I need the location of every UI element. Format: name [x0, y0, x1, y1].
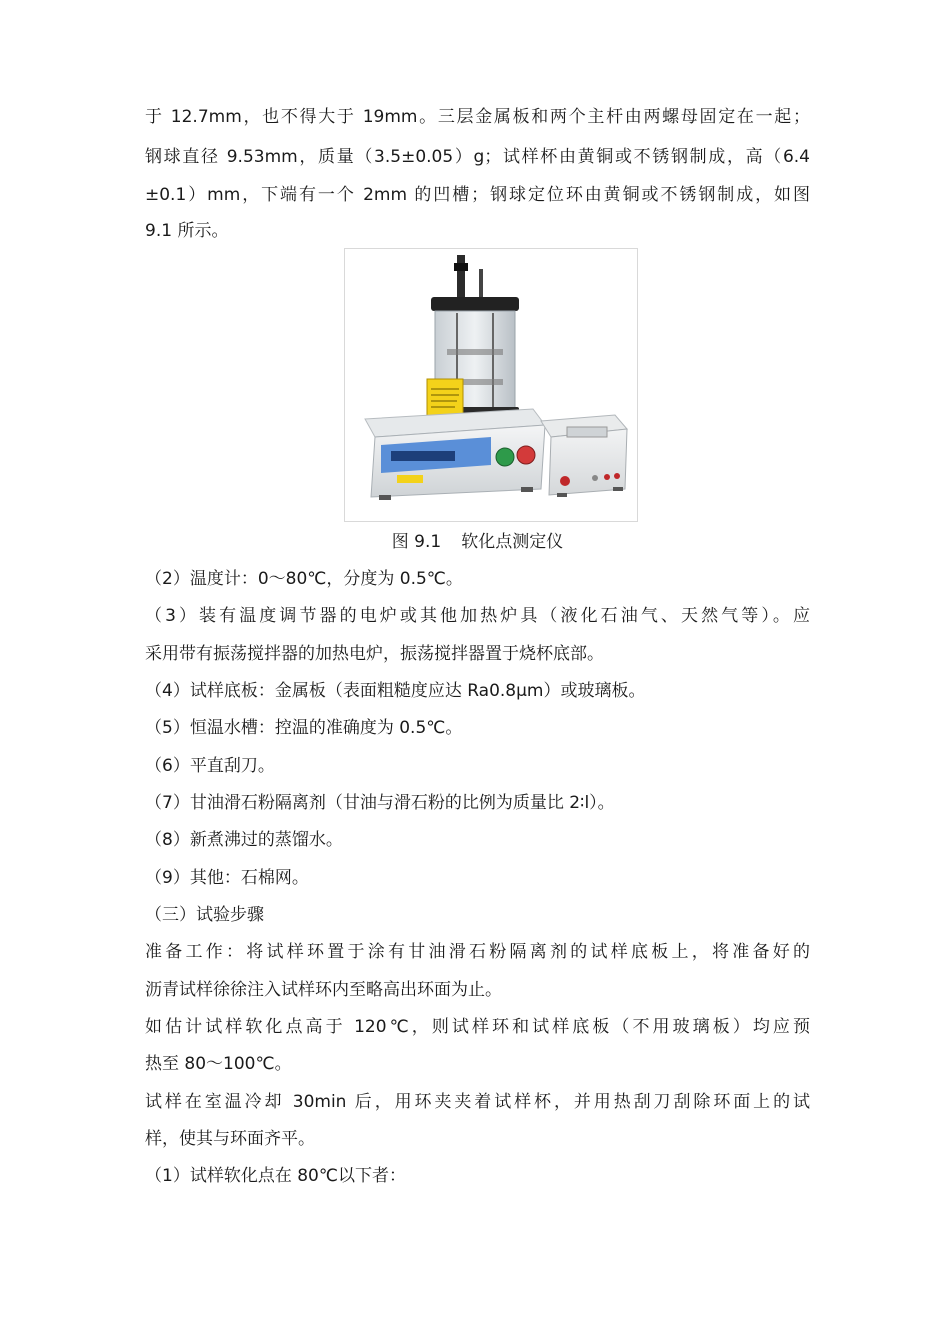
paragraph-line: 钢球直径 9.53mm，质量（3.5±0.05）g；试样杯由黄铜或不锈钢制成，高（6.4 [145, 147, 810, 167]
list-item: （8）新煮沸过的蒸馏水。 [145, 830, 343, 850]
stirrer-rod [479, 269, 483, 301]
list-item: （6）平直刮刀。 [145, 756, 275, 776]
list-item: （3）装有温度调节器的电炉或其他加热炉具（液化石油气、天然气等）。应 [145, 606, 810, 626]
list-item: （2）温度计：0～80℃，分度为 0.5℃。 [145, 569, 463, 589]
green-knob [496, 448, 514, 466]
beaker-lid [431, 297, 519, 311]
printer-button-red [560, 476, 570, 486]
section-heading: （三）试验步骤 [145, 905, 264, 925]
lcd-screen [391, 451, 455, 461]
list-item-continuation: 采用带有振荡搅拌器的加热电炉，振荡搅拌器置于烧杯底部。 [145, 644, 604, 664]
thermal-printer [549, 429, 627, 495]
list-item: （9）其他：石棉网。 [145, 868, 309, 888]
paper-slot [567, 427, 607, 437]
thermometer-probe [457, 255, 465, 299]
red-knob [517, 446, 535, 464]
paragraph-line: 于 12.7mm，也不得大于 19mm。三层金属板和两个主杆由两螺母固定在一起； [145, 107, 810, 127]
list-item: （1）试样软化点在 80℃以下者： [145, 1166, 406, 1186]
paragraph-line: ±0.1）mm，下端有一个 2mm 的凹槽；钢球定位环由黄铜或不锈钢制成，如图 [145, 185, 810, 205]
list-item: （7）甘油滑石粉隔离剂（甘油与滑石粉的比例为质量比 2∶l）。 [145, 793, 615, 813]
figure-number: 图 9.1 [391, 532, 442, 552]
paragraph-line: 如估计试样软化点高于 120℃，则试样环和试样底板（不用玻璃板）均应预 [145, 1017, 810, 1037]
paragraph-line: 试样在室温冷却 30min 后，用环夹夹着试样杯，并用热刮刀刮除环面上的试 [145, 1092, 810, 1112]
list-item: （5）恒温水槽：控温的准确度为 0.5℃。 [145, 718, 463, 738]
paragraph-line: 样，使其与环面齐平。 [145, 1129, 315, 1149]
softening-point-tester-illustration [345, 249, 637, 521]
paragraph-line: 热至 80～100℃。 [145, 1054, 292, 1074]
paragraph-line: 沥青试样徐徐注入试样环内至略高出环面为止。 [145, 980, 502, 1000]
figure-caption [145, 530, 810, 554]
paragraph-line: 9.1 所示。 [145, 221, 229, 241]
figure-title: 软化点测定仪 [461, 532, 564, 552]
keypad-strip [397, 475, 423, 483]
paragraph-line: 准备工作：将试样环置于涂有甘油滑石粉隔离剂的试样底板上，将准备好的 [145, 942, 810, 962]
list-item: （4）试样底板：金属板（表面粗糙度应达 Ra0.8μm）或玻璃板。 [145, 681, 646, 701]
figure-softening-point-tester [344, 248, 638, 522]
